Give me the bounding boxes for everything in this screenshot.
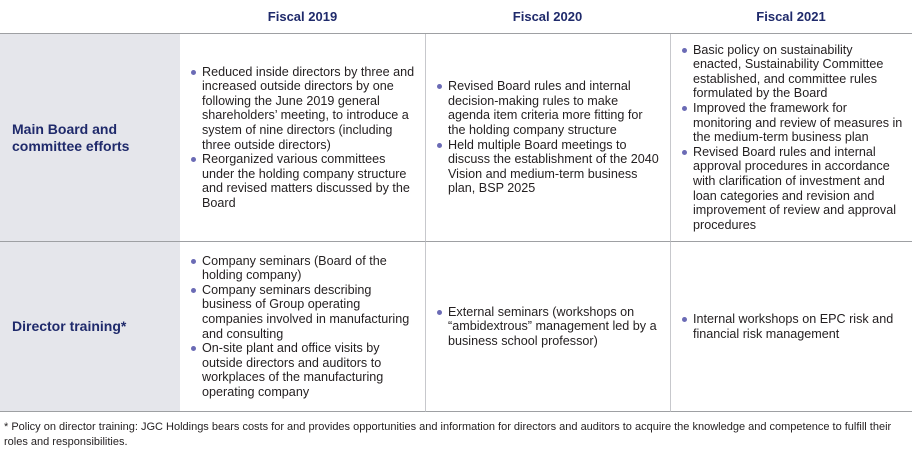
row-label-main-board: Main Board and committee efforts: [0, 34, 180, 242]
header-fiscal-2020: Fiscal 2020: [425, 0, 670, 34]
list-item: Basic policy on sustainability enacted, Sustainability Committee established, and committee rules formulated by the Board: [679, 43, 904, 101]
cell-training-2019: [180, 242, 425, 412]
header-corner: [0, 0, 180, 34]
cell-main-board-2019: [180, 34, 425, 242]
list-item: Company seminars describing business of Group operating companies involved in manufacturing and consulting: [188, 283, 417, 341]
cell-training-2020: [425, 242, 670, 412]
list-item: Reorganized various committees under the holding company structure and revised matters discussed by the Board: [188, 152, 417, 210]
cell-main-board-2020: [425, 34, 670, 242]
cell-main-board-2021: [670, 34, 912, 242]
list-item: Improved the framework for monitoring and review of measures in the medium-term business plan: [679, 101, 904, 145]
list-item: On-site plant and office visits by outside directors and auditors to workplaces of the manufacturing operating company: [188, 341, 417, 399]
list-item: Revised Board rules and internal approval procedures in accordance with clarification of investment and loan categories and revision and improvement of review and approval procedures: [679, 145, 904, 233]
header-fiscal-2021: Fiscal 2021: [670, 0, 912, 34]
list-item: Revised Board rules and internal decision-making rules to make agenda item criteria more fitting for the holding company structure: [434, 79, 662, 137]
list-item: Reduced inside directors by three and increased outside directors by one following the June 2019 general shareholders’ meeting, to introduce a system of nine directors (including three outside directors): [188, 65, 417, 153]
list-item: Company seminars (Board of the holding company): [188, 254, 417, 283]
header-fiscal-2019: Fiscal 2019: [180, 0, 425, 34]
cell-training-2021: [670, 242, 912, 412]
list-item: Internal workshops on EPC risk and financial risk management: [679, 312, 904, 341]
row-label-director-training: Director training*: [0, 242, 180, 412]
list-item: Held multiple Board meetings to discuss the establishment of the 2040 Vision and medium-term business plan, BSP 2025: [434, 138, 662, 196]
footnote: * Policy on director training: JGC Holdings bears costs for and provides opportunities and information for directors and auditors to acquire the knowledge and competence to fulfill their roles and responsibilities.: [4, 421, 892, 448]
list-item: External seminars (workshops on “ambidextrous” management led by a business school professor): [434, 305, 662, 349]
